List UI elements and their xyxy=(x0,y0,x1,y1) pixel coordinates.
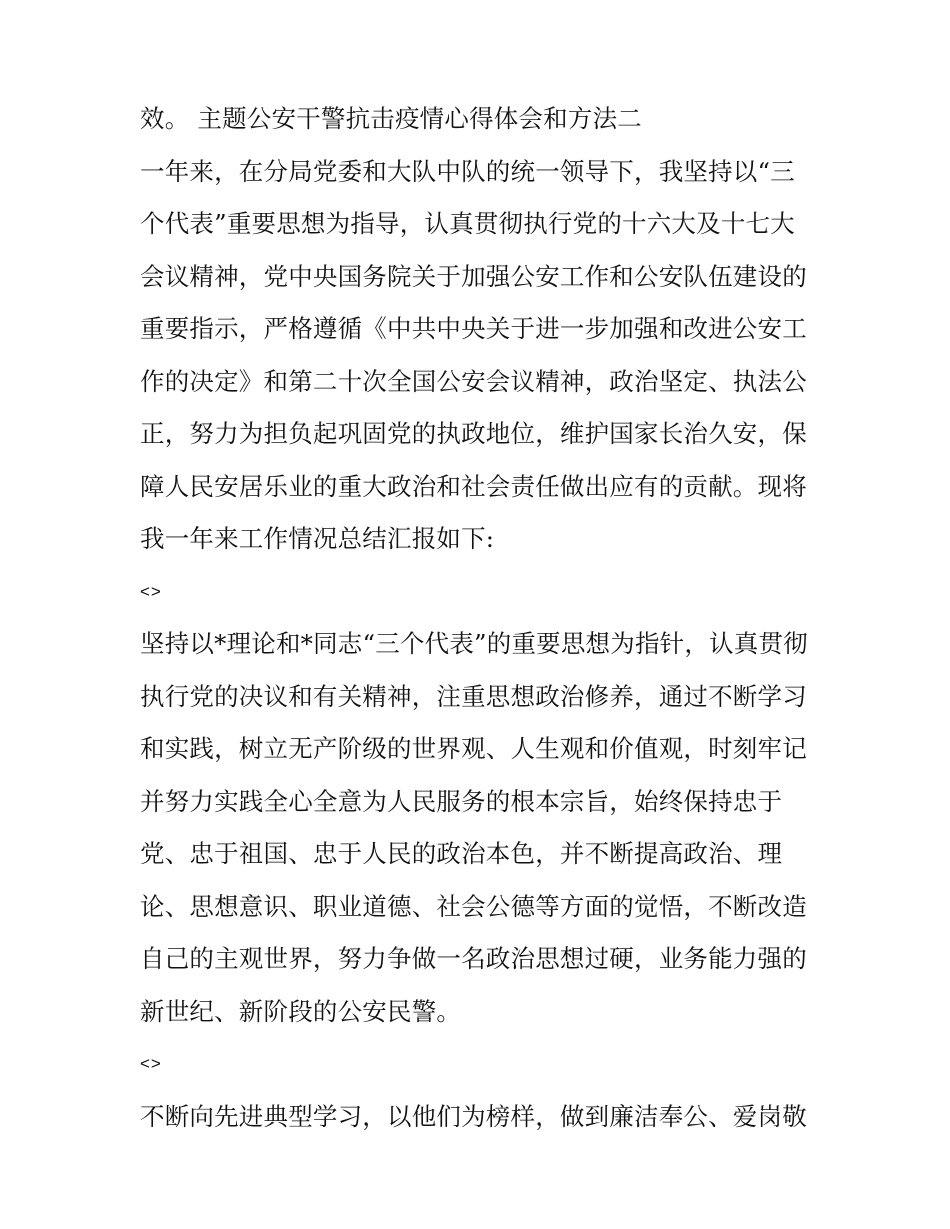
text-line: 论、思想意识、职业道德、社会公德等方面的觉悟，不断改造 xyxy=(140,891,807,921)
section-marker: <> xyxy=(140,1054,162,1073)
text-line: 一年来，在分局党委和大队中队的统一领导下，我坚持以“三 xyxy=(140,156,795,186)
section-marker: <> xyxy=(140,581,162,601)
text-line: 自己的主观世界，努力争做一名政治思想过硬，业务能力强的 xyxy=(140,944,807,973)
text-line: 重要指示，严格遵循《中共中央关于进一步加强和改进公安工 xyxy=(140,314,807,343)
text-line: 和实践，树立无产阶级的世界观、人生观和价值观，时刻牢记 xyxy=(140,734,807,763)
text-line: 我一年来工作情况总结汇报如下: xyxy=(140,524,495,553)
text-line: 执行党的决议和有关精神，注重思想政治修养，通过不断学习 xyxy=(140,681,807,711)
text-line: 党、忠于祖国、忠于人民的政治本色，并不断提高政治、理 xyxy=(140,839,783,868)
document-page xyxy=(140,104,830,1154)
text-line: 障人民安居乐业的重大政治和社会责任做出应有的贡献。现将 xyxy=(140,471,807,501)
text-line: 会议精神，党中央国务院关于加强公安工作和公安队伍建设的 xyxy=(140,261,807,291)
text-line: 坚持以*理论和*同志“三个代表”的重要思想为指针，认真贯彻 xyxy=(140,629,808,658)
text-line: 不断向先进典型学习，以他们为榜样，做到廉洁奉公、爱岗敬 xyxy=(140,1101,807,1131)
text-line: 并努力实践全心全意为人民服务的根本宗旨，始终保持忠于 xyxy=(140,786,783,816)
text-line: 正，努力为担负起巩固党的执政地位，维护国家长治久安，保 xyxy=(140,419,807,448)
text-line: 个代表”重要思想为指导，认真贯彻执行党的十六大及十七大 xyxy=(140,209,795,238)
text-line: 作的决定》和第二十次全国公安会议精神，政治坚定、执法公 xyxy=(140,366,807,396)
text-line: 效。 主题公安干警抗击疫情心得体会和方法二 xyxy=(140,104,642,133)
text-line: 新世纪、新阶段的公安民警。 xyxy=(140,996,462,1026)
